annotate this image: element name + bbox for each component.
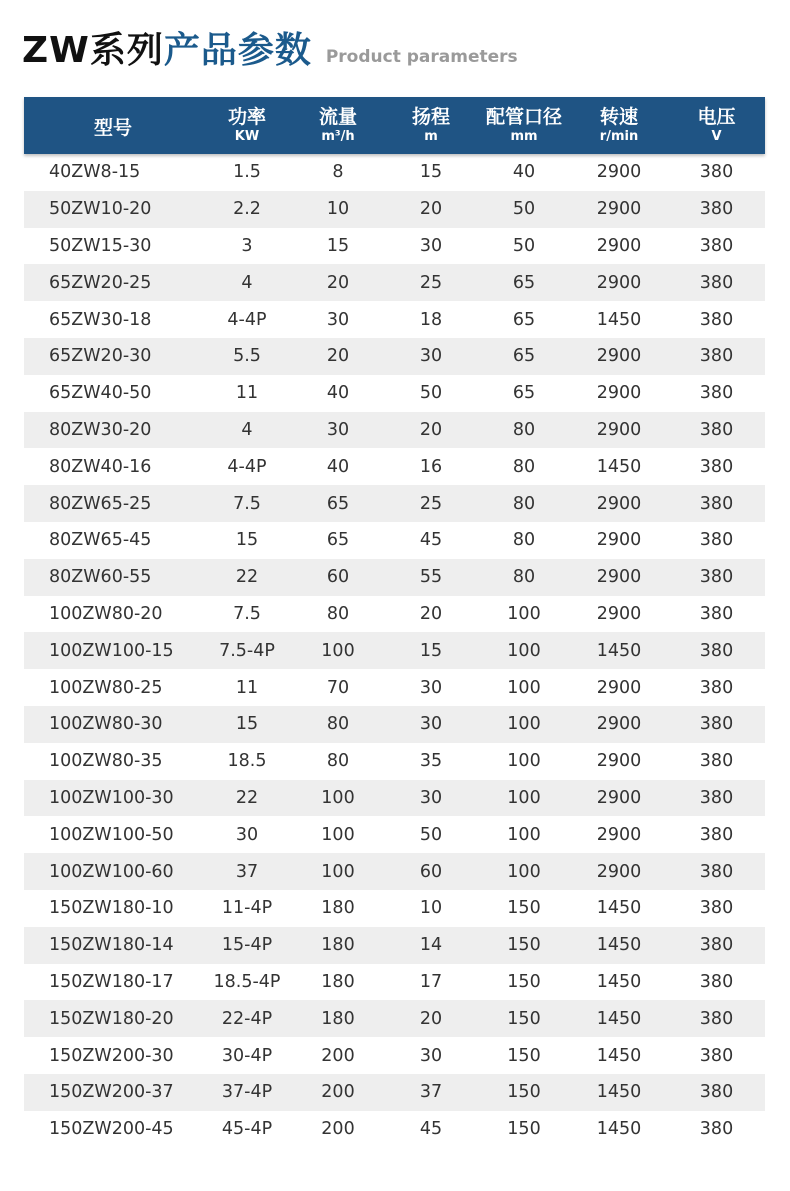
value-cell: 2900: [596, 677, 642, 698]
value-cell: 1450: [596, 1119, 642, 1140]
value-cell: 1450: [596, 971, 642, 992]
value-cell: 20: [326, 346, 350, 367]
value-cell: 30: [326, 419, 350, 440]
value-cell: 180: [321, 935, 355, 956]
value-cell: 380: [699, 530, 734, 551]
value-cell: 200: [321, 1045, 355, 1066]
value-cell: 2900: [596, 824, 642, 845]
header-label: 配管口径: [485, 106, 562, 128]
header-cell: [570, 97, 668, 154]
value-cell: 100: [507, 603, 541, 624]
value-cell: 1450: [596, 935, 642, 956]
value-cell: 2900: [596, 272, 642, 293]
value-cell: 15: [235, 714, 259, 735]
value-cell: 150: [507, 971, 541, 992]
value-cell: 20: [326, 272, 350, 293]
value-cell: 380: [699, 603, 734, 624]
value-cell: 45-4P: [221, 1119, 273, 1140]
value-cell: 65: [512, 309, 536, 330]
value-cell: 11: [235, 677, 259, 698]
header-cell: [202, 97, 292, 154]
value-cell: 15: [419, 162, 443, 183]
header-unit: r/min: [599, 129, 639, 144]
value-cell: 180: [321, 1008, 355, 1029]
model-cell: 100ZW100-30: [49, 787, 174, 808]
value-cell: 150: [507, 1119, 541, 1140]
value-cell: 7.5: [233, 493, 261, 514]
value-cell: 380: [699, 346, 734, 367]
value-cell: 20: [419, 1008, 443, 1029]
value-cell: 2.2: [233, 199, 261, 220]
model-cell: 50ZW10-20: [49, 199, 152, 220]
header-label: 转速: [599, 106, 638, 128]
value-cell: 380: [699, 1045, 734, 1066]
value-cell: 30: [419, 1045, 443, 1066]
value-cell: 380: [699, 383, 734, 404]
table-row: [24, 964, 765, 1001]
value-cell: 60: [326, 567, 350, 588]
model-cell: 65ZW40-50: [49, 383, 152, 404]
header-unit: KW: [234, 129, 260, 144]
value-cell: 37: [235, 861, 259, 882]
value-cell: 65: [326, 493, 350, 514]
table-header: [24, 97, 765, 154]
value-cell: 380: [699, 1008, 734, 1029]
value-cell: 22: [235, 787, 259, 808]
value-cell: 22-4P: [221, 1008, 273, 1029]
value-cell: 80: [512, 530, 536, 551]
value-cell: 7.5-4P: [219, 640, 275, 661]
value-cell: 30: [419, 677, 443, 698]
value-cell: 80: [512, 567, 536, 588]
value-cell: 37-4P: [221, 1082, 273, 1103]
value-cell: 37: [419, 1082, 443, 1103]
value-cell: 30: [419, 235, 443, 256]
model-cell: 100ZW100-60: [49, 861, 174, 882]
model-cell: 100ZW100-15: [49, 640, 174, 661]
value-cell: 380: [699, 861, 734, 882]
model-cell: 100ZW80-30: [49, 714, 163, 735]
model-cell: 65ZW30-18: [49, 309, 152, 330]
value-cell: 22: [235, 567, 259, 588]
value-cell: 150: [507, 898, 541, 919]
value-cell: 20: [419, 419, 443, 440]
value-cell: 2900: [596, 530, 642, 551]
value-cell: 40: [326, 456, 350, 477]
header-label: 电压: [697, 106, 736, 128]
table-row: [24, 338, 765, 375]
header-unit: m³/h: [321, 129, 355, 144]
value-cell: 15-4P: [221, 935, 273, 956]
value-cell: 5.5: [233, 346, 261, 367]
value-cell: 380: [699, 235, 734, 256]
table-row: [24, 890, 765, 927]
model-cell: 150ZW200-30: [49, 1045, 174, 1066]
value-cell: 15: [419, 640, 443, 661]
value-cell: 50: [512, 235, 536, 256]
value-cell: 2900: [596, 162, 642, 183]
value-cell: 17: [419, 971, 443, 992]
value-cell: 15: [235, 530, 259, 551]
value-cell: 80: [512, 456, 536, 477]
value-cell: 2900: [596, 235, 642, 256]
value-cell: 18.5-4P: [213, 971, 281, 992]
value-cell: 10: [326, 199, 350, 220]
value-cell: 20: [419, 603, 443, 624]
header-label: 型号: [93, 116, 132, 139]
value-cell: 10: [419, 898, 443, 919]
value-cell: 380: [699, 971, 734, 992]
header-cell: [24, 97, 202, 154]
model-cell: 100ZW80-20: [49, 603, 163, 624]
value-cell: 100: [507, 714, 541, 735]
table-row: [24, 448, 765, 485]
title-main: 产品参数: [163, 30, 312, 71]
table-row: [24, 522, 765, 559]
value-cell: 100: [507, 640, 541, 661]
value-cell: 2900: [596, 567, 642, 588]
value-cell: 100: [321, 824, 355, 845]
value-cell: 25: [419, 493, 443, 514]
value-cell: 65: [512, 346, 536, 367]
value-cell: 380: [699, 640, 734, 661]
table-row: [24, 596, 765, 633]
value-cell: 380: [699, 714, 734, 735]
value-cell: 30: [419, 346, 443, 367]
value-cell: 4-4P: [227, 456, 267, 477]
value-cell: 80: [326, 714, 350, 735]
table-row: [24, 706, 765, 743]
value-cell: 45: [419, 1119, 443, 1140]
value-cell: 100: [507, 824, 541, 845]
header-label: 流量: [318, 106, 357, 128]
value-cell: 50: [419, 383, 443, 404]
table-row: [24, 632, 765, 669]
model-cell: 40ZW8-15: [49, 162, 141, 183]
value-cell: 14: [419, 935, 443, 956]
value-cell: 20: [419, 199, 443, 220]
table-row: [24, 1074, 765, 1111]
value-cell: 30: [419, 714, 443, 735]
header-cell: [668, 97, 765, 154]
model-cell: 150ZW180-17: [49, 971, 174, 992]
model-cell: 65ZW20-25: [49, 272, 152, 293]
value-cell: 380: [699, 677, 734, 698]
table-body: [24, 154, 765, 1148]
value-cell: 100: [507, 861, 541, 882]
value-cell: 50: [419, 824, 443, 845]
table-row: [24, 816, 765, 853]
value-cell: 2900: [596, 383, 642, 404]
value-cell: 2900: [596, 603, 642, 624]
value-cell: 45: [419, 530, 443, 551]
value-cell: 30-4P: [221, 1045, 273, 1066]
model-cell: 100ZW100-50: [49, 824, 174, 845]
model-cell: 80ZW65-25: [49, 493, 152, 514]
value-cell: 2900: [596, 419, 642, 440]
value-cell: 65: [512, 272, 536, 293]
value-cell: 150: [507, 935, 541, 956]
value-cell: 100: [321, 861, 355, 882]
value-cell: 380: [699, 456, 734, 477]
table-row: [24, 1111, 765, 1148]
model-cell: 150ZW200-37: [49, 1082, 174, 1103]
table-row: [24, 301, 765, 338]
value-cell: 18.5: [227, 751, 267, 772]
value-cell: 3: [241, 235, 253, 256]
table-row: [24, 1037, 765, 1074]
table-row: [24, 412, 765, 449]
value-cell: 30: [235, 824, 259, 845]
value-cell: 1.5: [233, 162, 261, 183]
table-row: [24, 264, 765, 301]
header-unit: mm: [510, 129, 538, 144]
value-cell: 380: [699, 824, 734, 845]
value-cell: 8: [332, 162, 344, 183]
value-cell: 380: [699, 1082, 734, 1103]
value-cell: 7.5: [233, 603, 261, 624]
value-cell: 150: [507, 1082, 541, 1103]
value-cell: 2900: [596, 493, 642, 514]
value-cell: 150: [507, 1008, 541, 1029]
value-cell: 380: [699, 898, 734, 919]
model-cell: 150ZW180-14: [49, 935, 174, 956]
value-cell: 2900: [596, 346, 642, 367]
value-cell: 380: [699, 751, 734, 772]
value-cell: 380: [699, 419, 734, 440]
value-cell: 70: [326, 677, 350, 698]
value-cell: 100: [507, 677, 541, 698]
value-cell: 11: [235, 383, 259, 404]
value-cell: 100: [507, 751, 541, 772]
value-cell: 380: [699, 272, 734, 293]
value-cell: 1450: [596, 309, 642, 330]
model-cell: 65ZW20-30: [49, 346, 152, 367]
value-cell: 55: [419, 567, 443, 588]
value-cell: 50: [512, 199, 536, 220]
value-cell: 1450: [596, 1082, 642, 1103]
value-cell: 18: [419, 309, 443, 330]
value-cell: 380: [699, 935, 734, 956]
value-cell: 180: [321, 971, 355, 992]
table-row: [24, 669, 765, 706]
model-cell: 150ZW180-10: [49, 898, 174, 919]
value-cell: 380: [699, 199, 734, 220]
header-unit: V: [711, 129, 722, 144]
value-cell: 16: [419, 456, 443, 477]
model-cell: 100ZW80-35: [49, 751, 163, 772]
header-cell: [478, 97, 570, 154]
header-label: 扬程: [411, 106, 450, 128]
value-cell: 2900: [596, 714, 642, 735]
value-cell: 380: [699, 787, 734, 808]
table-row: [24, 853, 765, 890]
model-cell: 80ZW60-55: [49, 567, 152, 588]
value-cell: 1450: [596, 640, 642, 661]
value-cell: 2900: [596, 861, 642, 882]
value-cell: 11-4P: [221, 898, 273, 919]
value-cell: 1450: [596, 1008, 642, 1029]
value-cell: 100: [321, 640, 355, 661]
page-title: [22, 22, 518, 73]
value-cell: 380: [699, 1119, 734, 1140]
model-cell: 80ZW40-16: [49, 456, 152, 477]
title-subtitle: Product parameters: [325, 47, 518, 67]
value-cell: 65: [326, 530, 350, 551]
value-cell: 80: [512, 493, 536, 514]
model-cell: 50ZW15-30: [49, 235, 152, 256]
value-cell: 4: [241, 272, 253, 293]
table-row: [24, 485, 765, 522]
table-row: [24, 375, 765, 412]
value-cell: 1450: [596, 1045, 642, 1066]
value-cell: 40: [326, 383, 350, 404]
header-unit: m: [424, 129, 438, 144]
table-row: [24, 228, 765, 265]
value-cell: 65: [512, 383, 536, 404]
model-cell: 100ZW80-25: [49, 677, 163, 698]
value-cell: 100: [507, 787, 541, 808]
value-cell: 380: [699, 162, 734, 183]
value-cell: 200: [321, 1119, 355, 1140]
model-cell: 150ZW180-20: [49, 1008, 174, 1029]
value-cell: 380: [699, 493, 734, 514]
table-row: [24, 154, 765, 191]
value-cell: 2900: [596, 787, 642, 808]
value-cell: 25: [419, 272, 443, 293]
table-row: [24, 559, 765, 596]
value-cell: 80: [512, 419, 536, 440]
value-cell: 80: [326, 751, 350, 772]
header-cell: [384, 97, 478, 154]
table-row: [24, 191, 765, 228]
value-cell: 80: [326, 603, 350, 624]
value-cell: 40: [512, 162, 536, 183]
header-cell: [292, 97, 384, 154]
model-cell: 80ZW65-45: [49, 530, 152, 551]
value-cell: 30: [419, 787, 443, 808]
value-cell: 380: [699, 309, 734, 330]
value-cell: 380: [699, 567, 734, 588]
model-cell: 80ZW30-20: [49, 419, 152, 440]
value-cell: 150: [507, 1045, 541, 1066]
table-row: [24, 927, 765, 964]
model-cell: 150ZW200-45: [49, 1119, 174, 1140]
value-cell: 4: [241, 419, 253, 440]
header-label: 功率: [227, 106, 266, 128]
value-cell: 60: [419, 861, 443, 882]
value-cell: 15: [326, 235, 350, 256]
table-row: [24, 743, 765, 780]
table-row: [24, 780, 765, 817]
title-prefix: ZW系列: [22, 30, 164, 71]
table-row: [24, 1000, 765, 1037]
value-cell: 1450: [596, 898, 642, 919]
value-cell: 4-4P: [227, 309, 267, 330]
value-cell: 35: [419, 751, 443, 772]
value-cell: 1450: [596, 456, 642, 477]
value-cell: 2900: [596, 199, 642, 220]
parameters-table: [24, 97, 765, 1148]
value-cell: 200: [321, 1082, 355, 1103]
value-cell: 30: [326, 309, 350, 330]
value-cell: 100: [321, 787, 355, 808]
value-cell: 180: [321, 898, 355, 919]
value-cell: 2900: [596, 751, 642, 772]
